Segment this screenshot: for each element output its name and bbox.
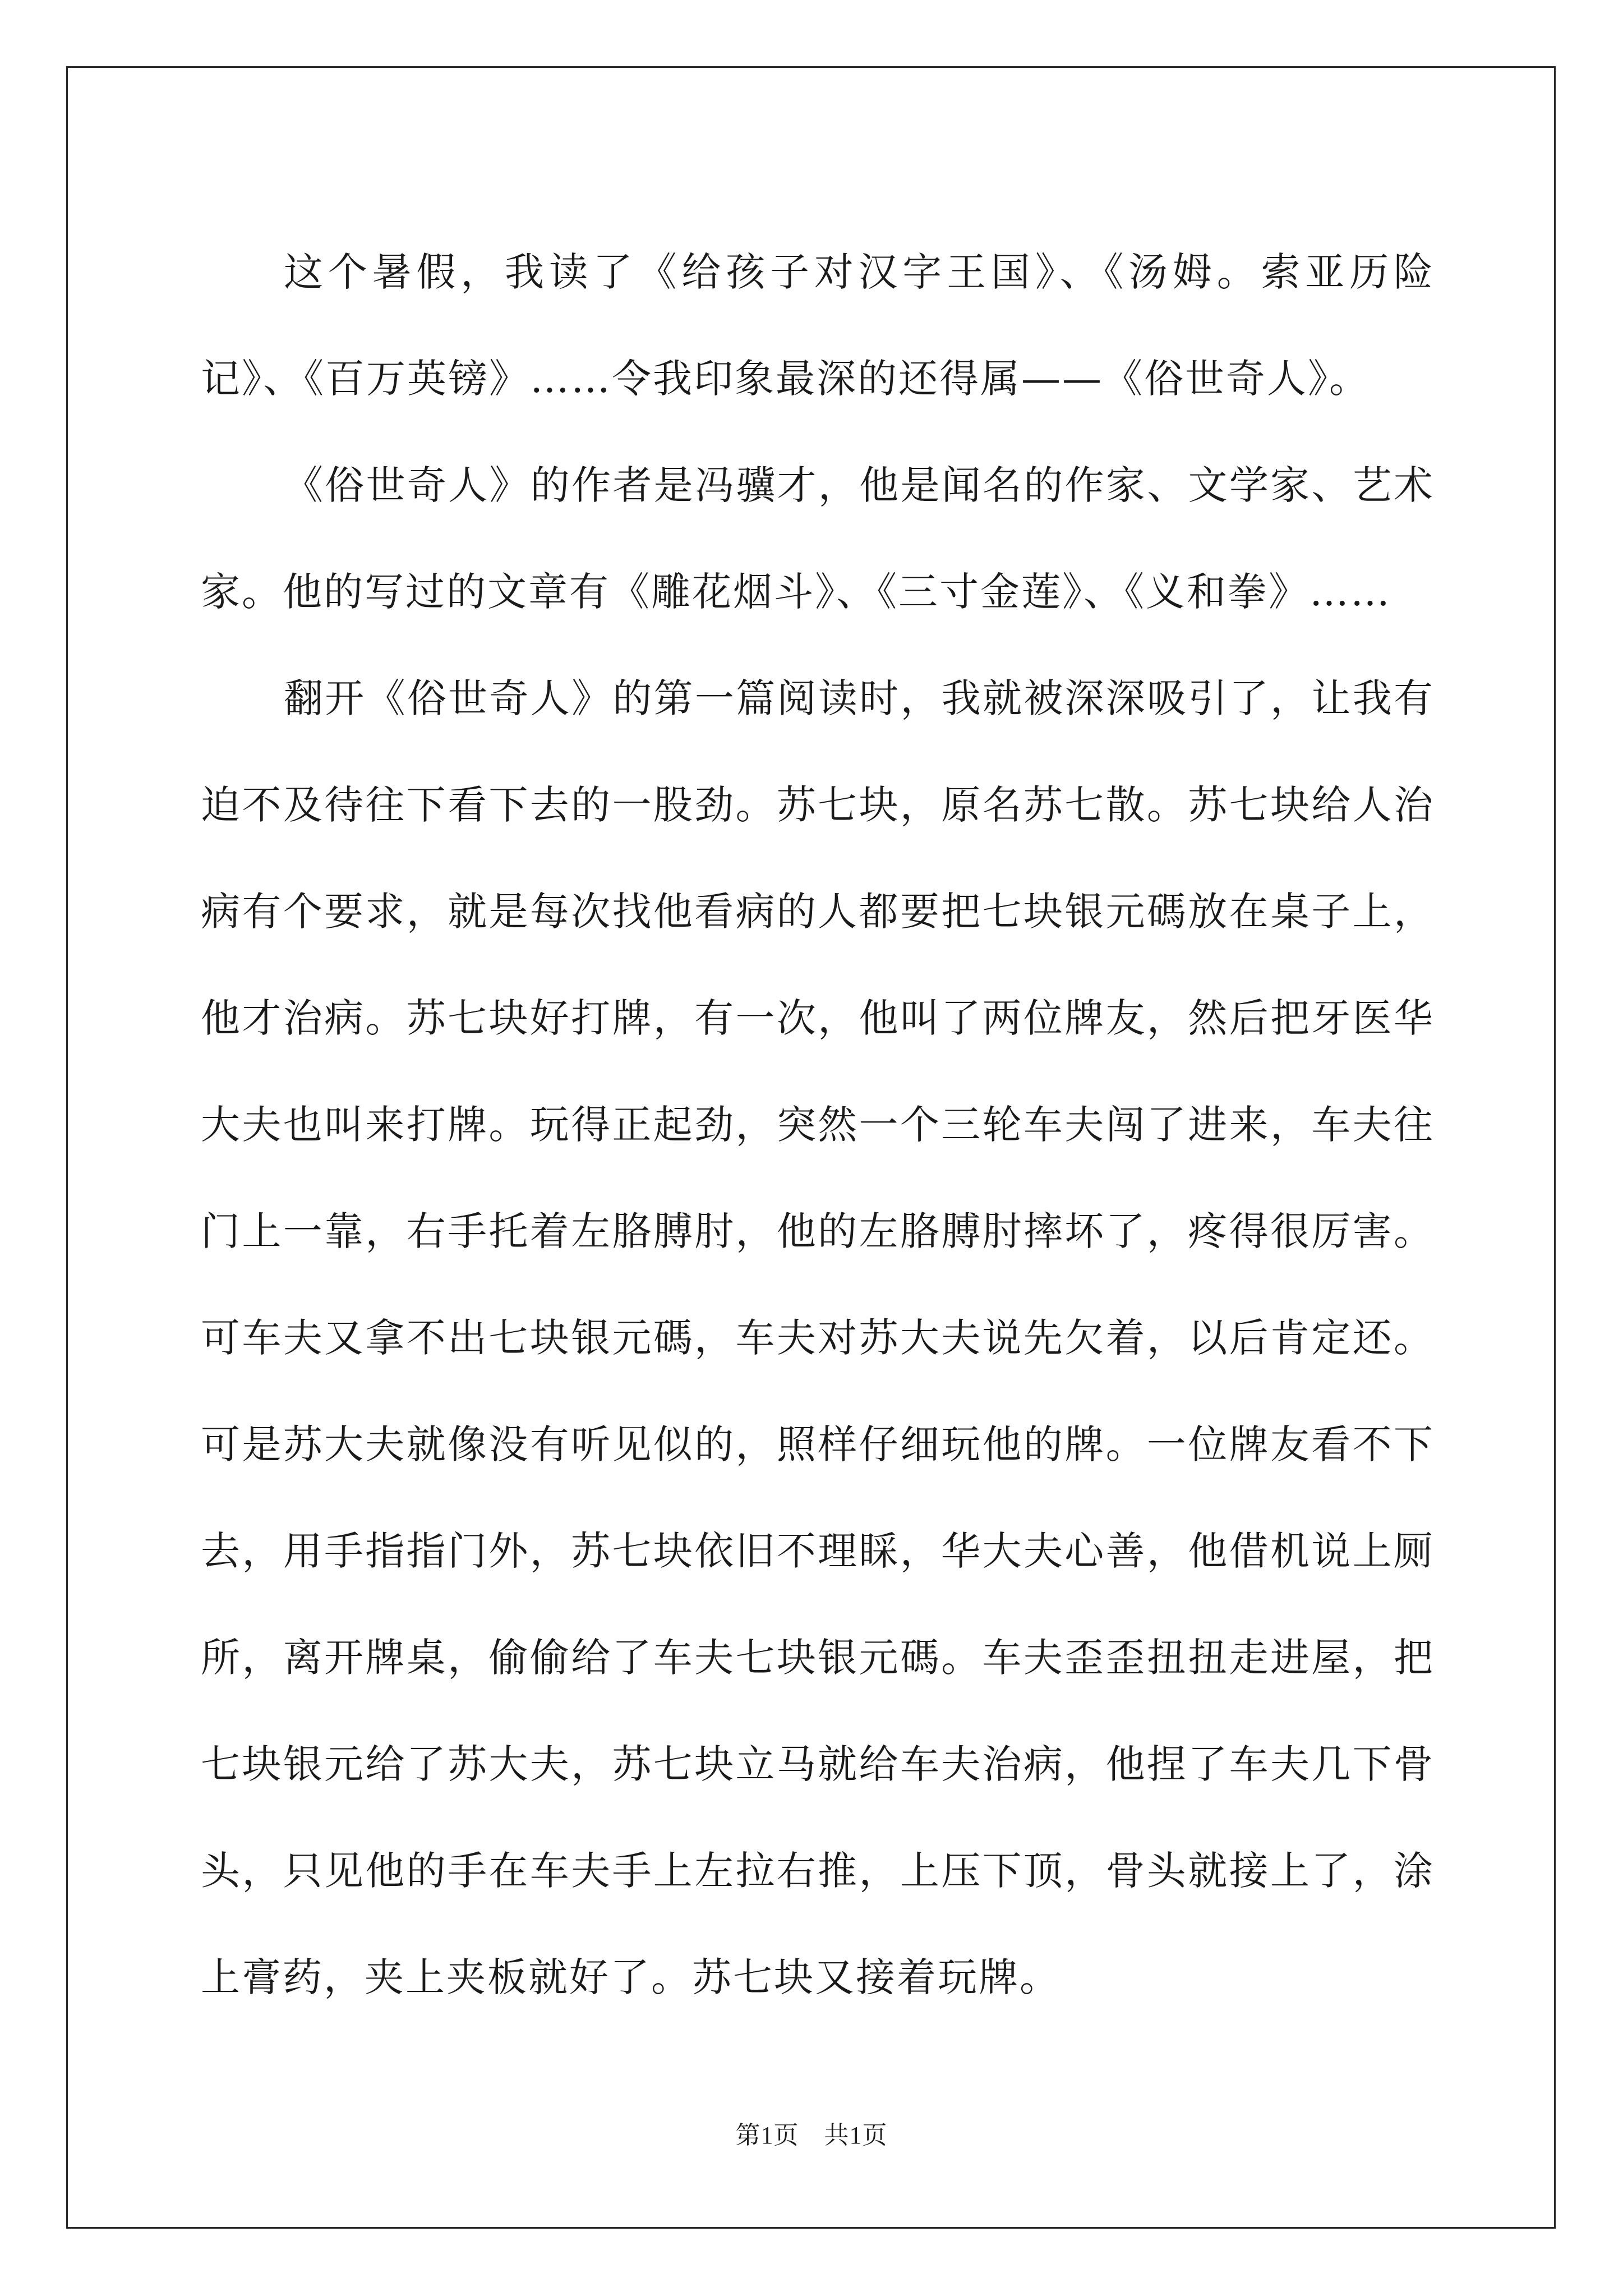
paragraph-3: 翻开《俗世奇人》的第一篇阅读时，我就被深深吸引了，让我有迫不及待往下看下去的一股劲。苏七块，原名苏七散。苏七块给人治病有个要求，就是每次找他看病的人都要把七块银元碼放在桌子上，他才治病。苏七块好打牌，有一次，他叫了两位牌友，然后把牙医华大夫也叫来打牌。玩得正起劲，突然一个三轮车夫闯了进来，车夫往门上一靠，右手托着左胳膊肘，他的左胳膊肘摔坏了，疼得很厉害。可车夫又拿不出七块银元碼，车夫对苏大夫说先欠着，以后肯定还。可是苏大夫就像没有听见似的，照样仔细玩他的牌。一位牌友看不下去，用手指指门外，苏七块依旧不理睬，华大夫心善，他借机说上厕所，离开牌桌，偷偷给了车夫七块银元碼。车夫歪歪扭扭走进屋，把七块银元给了苏大夫，苏七块立马就给车夫治病，他捏了车夫几下骨头，只见他的手在车夫手上左拉右推，上压下顶，骨头就接上了，涂上膏药，夹上夹板就好了。苏七块又接着玩牌。	[201, 675, 1435, 2000]
document-body	[201, 219, 1435, 2031]
page-number-footer: 第1页 共1页	[735, 2122, 888, 2149]
paragraph-2: 《俗世奇人》的作者是冯骥才，他是闻名的作家、文学家、艺术家。他的写过的文章有《雕花烟斗》、《三寸金莲》、《义和拳》……	[201, 462, 1435, 615]
paragraph-1: 这个暑假，我读了《给孩子对汉字王国》、《汤姆。索亚历险记》、《百万英镑》……令我印象最深的还得属——《俗世奇人》。	[201, 249, 1435, 402]
